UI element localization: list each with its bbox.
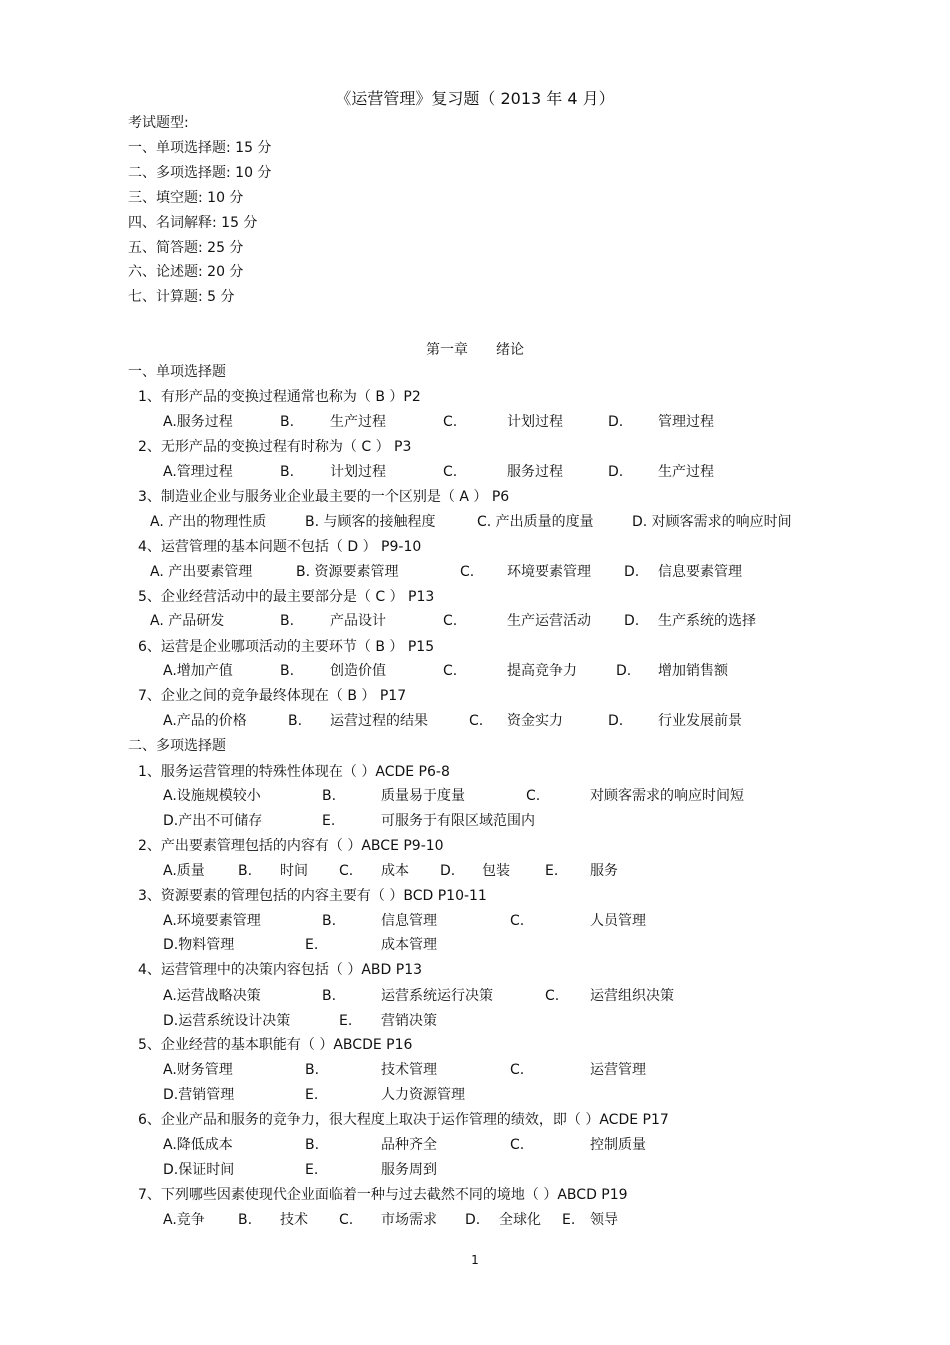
option-letter: B. — [305, 1137, 320, 1153]
option: 人力资源管理 — [381, 1087, 465, 1103]
page-number: 1 — [471, 1253, 479, 1267]
option-letter: C. — [510, 1062, 525, 1078]
option: A.增加产值 — [163, 663, 233, 679]
option-letter: D. — [440, 863, 456, 879]
option: 资金实力 — [507, 713, 563, 729]
option: 服务过程 — [507, 464, 563, 480]
option: A.环境要素管理 — [163, 913, 261, 929]
option: B. 资源要素管理 — [296, 564, 399, 580]
option-letter: D. — [624, 564, 640, 580]
option-letter: E. — [339, 1013, 353, 1029]
option-letter: C. — [339, 863, 354, 879]
option: 增加销售额 — [658, 663, 728, 679]
option-letter: B. — [305, 1062, 320, 1078]
option: 生产过程 — [330, 414, 386, 430]
option: 控制质量 — [590, 1137, 646, 1153]
question-text: 1、有形产品的变换过程通常也称为（ B ）P2 — [138, 389, 421, 405]
option: 技术 — [280, 1212, 308, 1228]
option: A.运营战略决策 — [163, 988, 261, 1004]
option: 运营管理 — [590, 1062, 646, 1078]
question-text: 1、服务运营管理的特殊性体现在（ ）ACDE P6-8 — [138, 764, 450, 780]
option: 技术管理 — [381, 1062, 437, 1078]
option: 包装 — [482, 863, 510, 879]
single-choice-heading: 一、单项选择题 — [128, 364, 226, 380]
option: B. 与顾客的接触程度 — [305, 514, 436, 530]
option: A. 产出的物理性质 — [150, 514, 267, 530]
option-letter: D. — [608, 464, 624, 480]
option: D.物料管理 — [163, 937, 235, 953]
option: 生产系统的选择 — [658, 613, 756, 629]
exam-types-heading: 考试题型: — [128, 115, 189, 131]
option: 运营组织决策 — [590, 988, 674, 1004]
option: A.产品的价格 — [163, 713, 247, 729]
question-text: 2、产出要素管理包括的内容有（ ）ABCE P9-10 — [138, 838, 444, 854]
option: D.营销管理 — [163, 1087, 235, 1103]
option: 全球化 — [499, 1212, 541, 1228]
option: D. 对顾客需求的响应时间 — [632, 514, 792, 530]
chapter-heading — [0, 339, 950, 359]
question-text: 7、企业之间的竞争最终体现在（ B ） P17 — [138, 688, 407, 704]
question-text: 6、企业产品和服务的竞争力，很大程度上取决于运作管理的绩效，即（ ）ACDE P17 — [138, 1112, 669, 1128]
chapter-number: 第一章 — [426, 342, 468, 358]
option-letter: C. — [526, 788, 541, 804]
option: 领导 — [590, 1212, 618, 1228]
option-letter: C. — [510, 1137, 525, 1153]
option-letter: D. — [465, 1212, 481, 1228]
exam-type-item: 六、论述题: 20 分 — [128, 264, 244, 280]
option: 计划过程 — [507, 414, 563, 430]
option-letter: E. — [562, 1212, 576, 1228]
document-title: 《运营管理》复习题（ 2013 年 4 月） — [335, 89, 615, 108]
option: D.保证时间 — [163, 1162, 235, 1178]
option-letter: B. — [280, 613, 295, 629]
option: A. 产出要素管理 — [150, 564, 253, 580]
option: 成本管理 — [381, 937, 437, 953]
question-text: 3、制造业企业与服务业企业最主要的一个区别是（ A ） P6 — [138, 489, 510, 505]
exam-type-item: 七、计算题: 5 分 — [128, 289, 235, 305]
exam-type-item: 三、填空题: 10 分 — [128, 190, 244, 206]
option-letter: D. — [608, 414, 624, 430]
option-letter: E. — [305, 1162, 319, 1178]
option-letter: B. — [238, 1212, 253, 1228]
option: 产品设计 — [330, 613, 386, 629]
option-letter: C. — [545, 988, 560, 1004]
exam-type-item: 二、多项选择题: 10 分 — [128, 165, 272, 181]
option-letter: B. — [322, 988, 337, 1004]
option: 管理过程 — [658, 414, 714, 430]
option-letter: C. — [460, 564, 475, 580]
option: 成本 — [381, 863, 409, 879]
option: 生产过程 — [658, 464, 714, 480]
question-text: 2、无形产品的变换过程有时称为（ C ） P3 — [138, 439, 412, 455]
option-letter: C. — [339, 1212, 354, 1228]
option: A.管理过程 — [163, 464, 233, 480]
option-letter: E. — [322, 813, 336, 829]
exam-type-item: 四、名词解释: 15 分 — [128, 215, 258, 231]
option: 提高竞争力 — [507, 663, 577, 679]
option-letter: D. — [608, 713, 624, 729]
option-letter: B. — [238, 863, 253, 879]
option: A.质量 — [163, 863, 205, 879]
option: A.设施规模较小 — [163, 788, 261, 804]
question-text: 5、企业经营活动中的最主要部分是（ C ） P13 — [138, 589, 435, 605]
option-letter: B. — [280, 663, 295, 679]
question-text: 7、下列哪些因素使现代企业面临着一种与过去截然不同的境地（ ）ABCD P19 — [138, 1187, 628, 1203]
option: 质量易于度量 — [381, 788, 465, 804]
option-letter: D. — [624, 613, 640, 629]
option: 信息要素管理 — [658, 564, 742, 580]
option: 环境要素管理 — [507, 564, 591, 580]
option: 时间 — [280, 863, 308, 879]
option: 市场需求 — [381, 1212, 437, 1228]
option: 计划过程 — [330, 464, 386, 480]
option-letter: E. — [545, 863, 559, 879]
option: A.财务管理 — [163, 1062, 233, 1078]
option: A.降低成本 — [163, 1137, 233, 1153]
option-letter: C. — [443, 414, 458, 430]
option: 品种齐全 — [381, 1137, 437, 1153]
option-letter: C. — [443, 663, 458, 679]
option: A.竞争 — [163, 1212, 205, 1228]
question-text: 5、企业经营的基本职能有（ ）ABCDE P16 — [138, 1037, 413, 1053]
option: 对顾客需求的响应时间短 — [590, 788, 744, 804]
option-letter: C. — [510, 913, 525, 929]
option: D.产出不可储存 — [163, 813, 263, 829]
option: 营销决策 — [381, 1013, 437, 1029]
option-letter: C. — [443, 464, 458, 480]
option: 人员管理 — [590, 913, 646, 929]
exam-type-item: 五、简答题: 25 分 — [128, 240, 244, 256]
option-letter: B. — [280, 414, 295, 430]
multi-choice-heading: 二、多项选择题 — [128, 738, 226, 754]
option: D.运营系统设计决策 — [163, 1013, 291, 1029]
option: 信息管理 — [381, 913, 437, 929]
question-text: 3、资源要素的管理包括的内容主要有（ ）BCD P10-11 — [138, 888, 487, 904]
option: 服务 — [590, 863, 618, 879]
option: 服务周到 — [381, 1162, 437, 1178]
option-letter: E. — [305, 937, 319, 953]
chapter-name: 绪论 — [496, 342, 524, 358]
option: C. 产出质量的度量 — [477, 514, 594, 530]
option-letter: D. — [616, 663, 632, 679]
option-letter: C. — [469, 713, 484, 729]
option: A.服务过程 — [163, 414, 233, 430]
option: 生产运营活动 — [507, 613, 591, 629]
option-letter: B. — [280, 464, 295, 480]
option-letter: B. — [322, 913, 337, 929]
option-letter: B. — [288, 713, 303, 729]
option: 行业发展前景 — [658, 713, 742, 729]
option: 创造价值 — [330, 663, 386, 679]
option-letter: C. — [443, 613, 458, 629]
option-letter: E. — [305, 1087, 319, 1103]
question-text: 4、运营管理中的决策内容包括（ ）ABD P13 — [138, 962, 423, 978]
exam-type-item: 一、单项选择题: 15 分 — [128, 140, 272, 156]
option: 运营系统运行决策 — [381, 988, 493, 1004]
question-text: 4、运营管理的基本问题不包括（ D ） P9-10 — [138, 539, 422, 555]
option: 可服务于有限区域范围内 — [381, 813, 535, 829]
option: 运营过程的结果 — [330, 713, 428, 729]
question-text: 6、运营是企业哪项活动的主要环节（ B ） P15 — [138, 639, 435, 655]
option: A. 产品研发 — [150, 613, 225, 629]
option-letter: B. — [322, 788, 337, 804]
